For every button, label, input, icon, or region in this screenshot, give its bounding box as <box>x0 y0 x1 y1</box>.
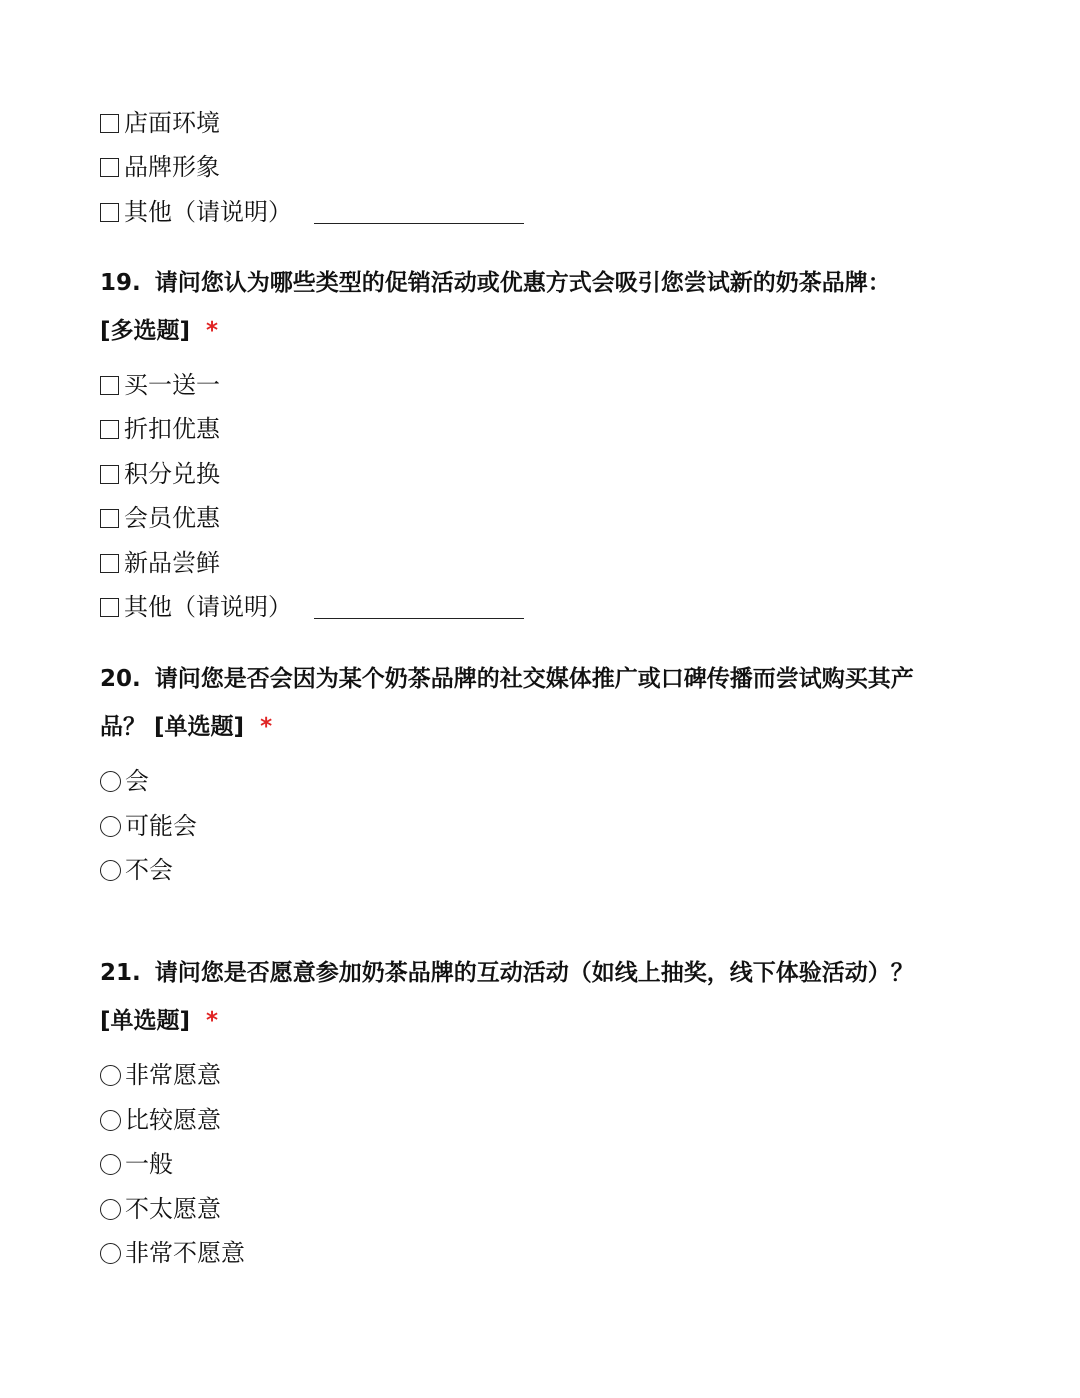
question-type-tag: [多选题] <box>100 318 191 344</box>
required-mark: * <box>260 714 273 740</box>
option-label: 非常不愿意 <box>125 1239 245 1267</box>
radio-option[interactable] <box>100 1103 221 1137</box>
radio-icon[interactable] <box>100 1154 121 1175</box>
checkbox-icon[interactable] <box>100 554 119 573</box>
question-text: 请问您是否愿意参加奶茶品牌的互动活动（如线上抽奖，线下体验活动）？ <box>154 960 914 986</box>
checkbox-option[interactable] <box>100 501 220 535</box>
question-text: 请问您是否会因为某个奶茶品牌的社交媒体推广或口碑传播而尝试购买其产 <box>154 666 914 692</box>
checkbox-option-other[interactable] <box>100 590 524 624</box>
question-number: 20. <box>100 666 141 692</box>
radio-option[interactable] <box>100 1192 221 1226</box>
option-label: 其他（请说明） <box>124 593 292 621</box>
other-text-blank[interactable] <box>314 201 524 224</box>
option-label: 一般 <box>125 1150 173 1178</box>
option-label: 不会 <box>125 856 173 884</box>
checkbox-option[interactable] <box>100 368 220 402</box>
option-label: 比较愿意 <box>125 1106 221 1134</box>
option-label: 非常愿意 <box>125 1061 221 1089</box>
radio-option[interactable] <box>100 1147 173 1181</box>
question-text: 请问您认为哪些类型的促销活动或优惠方式会吸引您尝试新的奶茶品牌： <box>154 270 891 296</box>
radio-option[interactable] <box>100 764 149 798</box>
radio-option[interactable] <box>100 809 197 843</box>
checkbox-icon[interactable] <box>100 509 119 528</box>
option-label: 品牌形象 <box>124 153 220 181</box>
other-text-blank[interactable] <box>314 596 524 619</box>
required-mark: * <box>206 318 219 344</box>
radio-icon[interactable] <box>100 860 121 881</box>
checkbox-icon[interactable] <box>100 114 119 133</box>
question-19-title <box>100 265 891 301</box>
option-label: 新品尝鲜 <box>124 549 220 577</box>
radio-icon[interactable] <box>100 1243 121 1264</box>
option-label: 店面环境 <box>124 109 220 137</box>
question-19-type <box>100 313 218 349</box>
checkbox-icon[interactable] <box>100 465 119 484</box>
question-20-title <box>100 661 914 697</box>
question-text: 品？ <box>100 714 146 740</box>
radio-icon[interactable] <box>100 1199 121 1220</box>
checkbox-option[interactable] <box>100 150 220 184</box>
question-20-title-cont <box>100 709 272 745</box>
checkbox-option-other[interactable] <box>100 195 524 229</box>
checkbox-icon[interactable] <box>100 420 119 439</box>
radio-icon[interactable] <box>100 1065 121 1086</box>
option-label: 积分兑换 <box>124 460 220 488</box>
checkbox-icon[interactable] <box>100 158 119 177</box>
option-label: 可能会 <box>125 812 197 840</box>
checkbox-option[interactable] <box>100 412 220 446</box>
option-label: 折扣优惠 <box>124 415 220 443</box>
question-21-title <box>100 955 914 991</box>
checkbox-option[interactable] <box>100 106 220 140</box>
checkbox-icon[interactable] <box>100 598 119 617</box>
radio-icon[interactable] <box>100 771 121 792</box>
option-label: 会 <box>125 767 149 795</box>
checkbox-icon[interactable] <box>100 376 119 395</box>
radio-option[interactable] <box>100 1236 245 1270</box>
option-label: 会员优惠 <box>124 504 220 532</box>
checkbox-option[interactable] <box>100 546 220 580</box>
radio-icon[interactable] <box>100 816 121 837</box>
radio-option[interactable] <box>100 853 173 887</box>
radio-option[interactable] <box>100 1058 221 1092</box>
question-type-tag: [单选题] <box>154 714 245 740</box>
question-number: 19. <box>100 270 141 296</box>
option-label: 不太愿意 <box>125 1195 221 1223</box>
option-label: 买一送一 <box>124 371 220 399</box>
question-21-type <box>100 1003 218 1039</box>
checkbox-icon[interactable] <box>100 203 119 222</box>
question-type-tag: [单选题] <box>100 1008 191 1034</box>
checkbox-option[interactable] <box>100 457 220 491</box>
option-label: 其他（请说明） <box>124 198 292 226</box>
question-number: 21. <box>100 960 141 986</box>
radio-icon[interactable] <box>100 1110 121 1131</box>
required-mark: * <box>206 1008 219 1034</box>
